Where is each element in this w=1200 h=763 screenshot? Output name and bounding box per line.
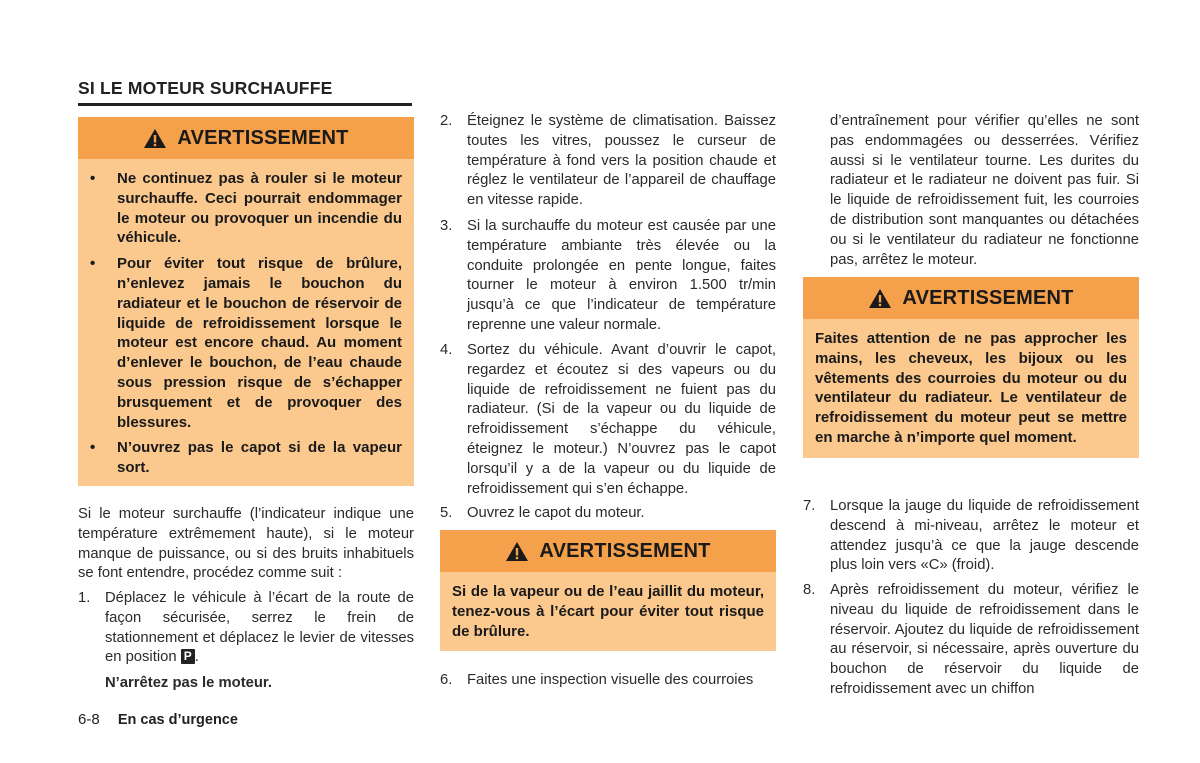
step-body: Après refroidissement du moteur, vérifiez le niveau du liquide de refroidissement dans le réservoir. Ajoutez du liquide de refroidissement au réservoir, si nécessaire, après ouverture du bouchon de réservoir du liquide de refroidissement avec un chiffon [830,582,1139,697]
warning-body [803,319,1139,458]
warning-header [803,277,1139,319]
step-8 [803,581,1139,700]
step-body [105,589,414,694]
step-number: 1. [78,590,91,606]
warning-triangle-icon [868,288,892,309]
warning-item: • Pour éviter tout risque de brûlure, n’enlevez jamais le bouchon du radiateur et le bouchon de réservoir de liquide de refroidissement lorsque le moteur est encore chaud. Au moment d’enlever le bouchon, de l’eau chaude sous pression risque de s’échapper brusquement et de provoquer des blessures. [90,254,402,432]
intro-text [78,505,414,584]
step-5 [440,504,776,524]
step-6 [440,671,776,691]
step-body: Sortez du véhicule. Avant d’ouvrir le capot, regardez et écoutez si des vapeurs ou du liquide de refroidissement ne fuient pas du radiateur. (Si de la vapeur ou du liquide de refroidissement s’échappe du véhicule, éteignez le moteur.) N’ouvrez pas le capot lorsqu’il y a de la vapeur ou du liquide de refroidissement qui s’en échappe. [467,342,776,497]
warning-text: Si de la vapeur ou de l’eau jaillit du moteur, tenez-vous à l’écart pour éviter tout risque de brûlure. [452,583,764,640]
park-position-icon: P [181,649,195,664]
warning-header [78,117,414,159]
warning-item: • Ne continuez pas à rouler si le moteur surchauffe. Ceci pourrait endommager le moteur ou provoquer un incendie du véhicule. [90,169,402,248]
step-number: 5. [440,505,453,521]
step-text: Déplacez le véhicule à l’écart de la route de façon sécurisée, serrez le frein de stationnement et déplacez le levier de vitesses en position [105,590,414,666]
warning-body [78,159,414,486]
step-2 [440,112,776,211]
step-body: Si la surchauffe du moteur est causée par une température ambiante très élevée ou la conduite prolongée en pente longue, faites tourner le moteur à environ 1.500 tr/min jusqu’à ce que l’indicateur de température reprenne une valeur normale. [467,218,776,333]
chapter-name: En cas d’urgence [117,712,238,728]
step-7 [803,497,1139,576]
step-body: d’entraînement pour vérifier qu’elles ne sont pas endommagées ou desserrées. Vérifiez aussi si le ventilateur tourne. Les durites du radiateur et le radiateur ne doivent pas fuir. Si le liquide de refroidissement fuit, les courroies de distribution sont manquantes ou détachées ou si le ventilateur du radiateur ne fonctionne pas, arrêtez le moteur. [830,113,1139,268]
step-number: 2. [440,113,453,129]
warning-list [90,169,402,478]
step-number: 4. [440,342,453,358]
page-footer [78,711,238,728]
warning-box-2 [440,530,776,651]
warning-title: AVERTISSEMENT [539,539,711,562]
step-body: Lorsque la jauge du liquide de refroidissement descend à mi-niveau, arrêtez le moteur et attendez jusqu’à ce que la jauge descende plus loin vers «C» (froid). [830,498,1139,574]
warning-header [440,530,776,572]
step-6-continued [830,112,1139,270]
warning-box-1 [78,117,414,486]
warning-body [440,572,776,651]
step-number: 3. [440,218,453,234]
step-text-end: . [194,649,199,666]
step-body: Éteignez le système de climatisation. Baissez toutes les vitres, poussez le curseur de température à fond vers la position chaude et réglez le ventilateur de l’appareil de chauffage en vitesse rapide. [467,113,776,209]
intro-paragraph: Si le moteur surchauffe (l’indicateur indique une température extrêmement haute), si le moteur manque de puissance, ou si des bruits inhabituels se font entendre, procédez comme suit : [78,506,414,582]
warning-box-3 [803,277,1139,458]
step-3 [440,217,776,336]
warning-triangle-icon [143,128,167,149]
section-title: SI LE MOTEUR SURCHAUFFE [78,78,412,106]
warning-item: • N’ouvrez pas le capot si de la vapeur sort. [90,438,402,478]
step-number: 7. [803,498,816,514]
warning-title: AVERTISSEMENT [902,286,1074,309]
step-1 [78,589,414,694]
warning-triangle-icon [505,541,529,562]
warning-title: AVERTISSEMENT [177,126,349,149]
step-note: N’arrêtez pas le moteur. [105,675,272,692]
step-number: 6. [440,672,453,688]
step-body: Faites une inspection visuelle des courroies [467,672,754,688]
step-body: Ouvrez le capot du moteur. [467,505,645,521]
warning-text: Faites attention de ne pas approcher les mains, les cheveux, les bijoux ou les vêtements des courroies du moteur ou du ventilateur du radiateur. Le ventilateur de refroidissement du moteur peut se mettre en marche à n’importe quel moment. [815,330,1127,446]
step-4 [440,341,776,499]
page-number: 6-8 [78,711,100,728]
step-number: 8. [803,582,816,598]
